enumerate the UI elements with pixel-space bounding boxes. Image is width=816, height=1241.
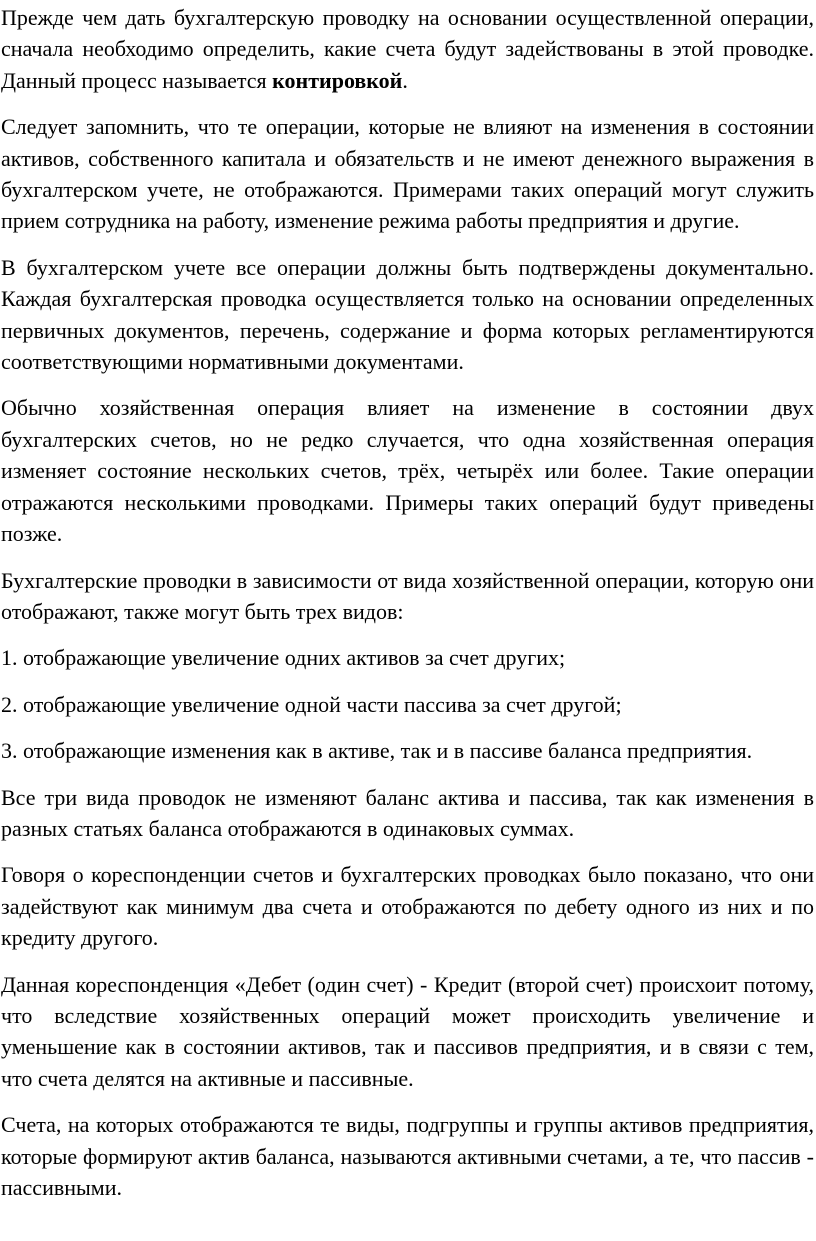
list-item-2: 2. отображающие увеличение одной части пассива за счет другой; — [1, 691, 622, 717]
paragraph-5: Бухгалтерские проводки в зависимости от вида хозяйственной операции, которую они отображают, также могут быть трех видов: — [1, 567, 814, 624]
paragraph-6: Все три вида проводок не изменяют баланс актива и пассива, так как изменения в разных статьях баланса отображаются в одинаковых суммах. — [1, 784, 814, 841]
term-kontirovka: контировкой — [272, 67, 403, 93]
paragraph-1-text: Прежде чем дать бухгалтерскую проводку на основании осуществленной операции, сначала необходимо определить, какие счета будут задействованы в этой проводке. Данный процесс называется — [1, 5, 814, 93]
list-item-1: 1. отображающие увеличение одних активов за счет других; — [1, 645, 566, 671]
paragraph-1 — [1, 2, 814, 96]
paragraph-8: Данная кореспонденция «Дебет (один счет) - Кредит (второй счет) происхоит потому, что вследствие хозяйственных операций может происходить увеличение и уменьшение как в состоянии активов, так и пассивов предприятия, и в связи с тем, что счета делятся на активные и пассивные. — [1, 971, 814, 1091]
list-item-3: 3. отображающие изменения как в активе, так и в пассиве баланса предприятия. — [1, 738, 753, 764]
paragraph-4: Обычно хозяйственная операция влияет на изменение в состоянии двух бухгалтерских счетов, но не редко случается, что одна хозяйственная операция изменяет состояние нескольких счетов, трёх, четырёх или более. Такие операции отражаются несколькими проводками. Примеры таких операций будут приведены позже. — [1, 395, 814, 547]
paragraph-9: Счета, на которых отображаются те виды, подгруппы и группы активов предприятия, которые формируют актив баланса, называются активными счетами, а те, что пассив - пассивными. — [1, 1112, 814, 1200]
paragraph-1-end: . — [402, 67, 408, 93]
paragraph-7: Говоря о кореспонденции счетов и бухгалтерских проводках было показано, что они задействуют как минимум два счета и отображаются по дебету одного из них и по кредиту другого. — [1, 862, 814, 951]
paragraph-3: В бухгалтерском учете все операции должны быть подтверждены документально. Каждая бухгалтерская проводка осуществляется только на основании определенных первичных документов, перечень, содержание и форма которых регламентируются соответствующими нормативными документами. — [1, 254, 814, 375]
paragraph-2: Следует запомнить, что те операции, которые не влияют на изменения в состоянии активов, собственного капитала и обязательств и не имеют денежного выражения в бухгалтерском учете, не отображаются. Примерами таких операций могут служить прием сотрудника на работу, изменение режима работы предприятия и другие. — [1, 114, 814, 234]
